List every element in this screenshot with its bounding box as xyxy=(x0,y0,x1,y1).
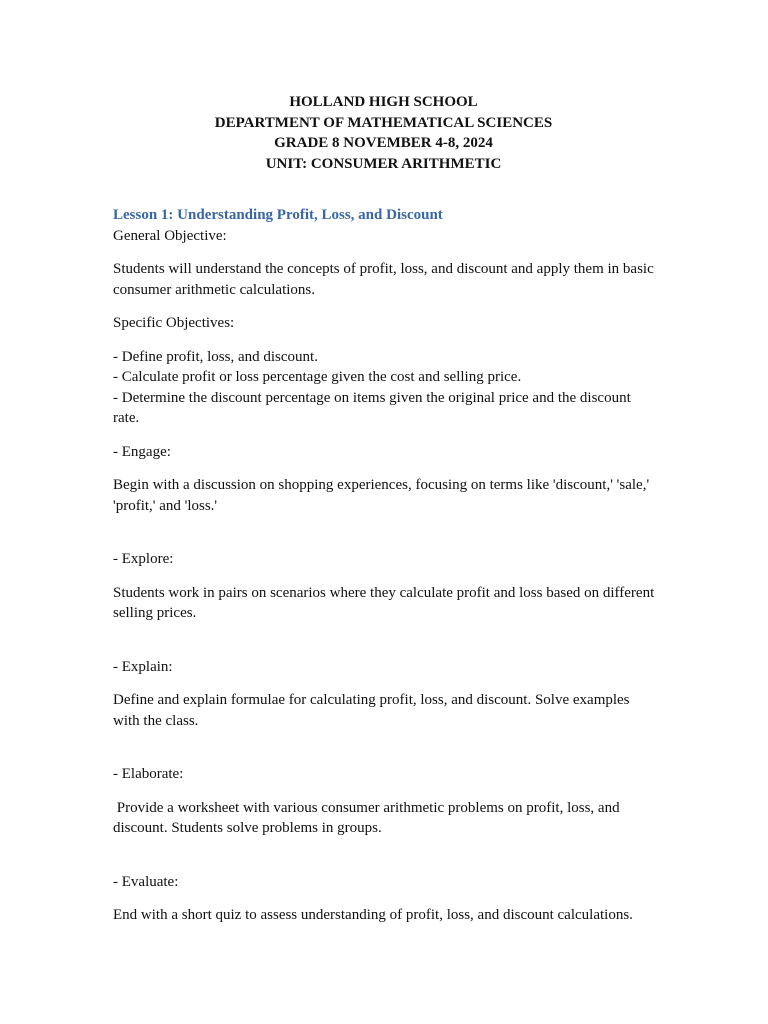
unit-title: UNIT: CONSUMER ARITHMETIC xyxy=(265,155,502,172)
evaluate-text: End with a short quiz to assess understanding of profit, loss, and discount calculations. xyxy=(113,907,633,923)
general-objective-text: Students will understand the concepts of profit, loss, and discount and apply them in basic consumer arithmetic calculations. xyxy=(113,261,654,298)
explore-text: Students work in pairs on scenarios where they calculate profit and loss based on different selling prices. xyxy=(113,584,655,621)
general-objective-label: General Objective: xyxy=(113,227,227,244)
department-name: DEPARTMENT OF MATHEMATICAL SCIENCES xyxy=(214,114,553,131)
list-item: - Define profit, loss, and discount. xyxy=(113,348,318,365)
elaborate-label: - Elaborate: xyxy=(113,766,184,782)
list-item: - Determine the discount percentage on items given the original price and the discount rate. xyxy=(113,389,631,426)
specific-objectives-label: Specific Objectives: xyxy=(113,315,235,331)
engage-label: - Engage: xyxy=(113,443,171,460)
explore-label: - Explore: xyxy=(113,551,174,567)
school-name: HOLLAND HIGH SCHOOL xyxy=(289,94,478,110)
explain-label: - Explain: xyxy=(113,658,173,675)
evaluate-label: - Evaluate: xyxy=(113,873,179,890)
explain-text: Define and explain formulae for calculating profit, loss, and discount. Solve examples with the class. xyxy=(113,692,630,729)
lesson-title: Lesson 1: Understanding Profit, Loss, and Discount xyxy=(113,207,443,223)
document-header xyxy=(113,92,654,174)
engage-text: Begin with a discussion on shopping experiences, focusing on terms like 'discount,' 'sale,' 'profit,' and 'loss.' xyxy=(113,477,650,514)
list-item: - Calculate profit or loss percentage given the cost and selling price. xyxy=(113,369,522,385)
specific-objectives-list xyxy=(113,347,658,429)
elaborate-text: Provide a worksheet with various consumer arithmetic problems on profit, loss, and discount. Students solve problems in groups. xyxy=(113,799,624,836)
grade-date: GRADE 8 NOVEMBER 4-8, 2024 xyxy=(274,135,493,151)
document-page xyxy=(113,92,658,926)
